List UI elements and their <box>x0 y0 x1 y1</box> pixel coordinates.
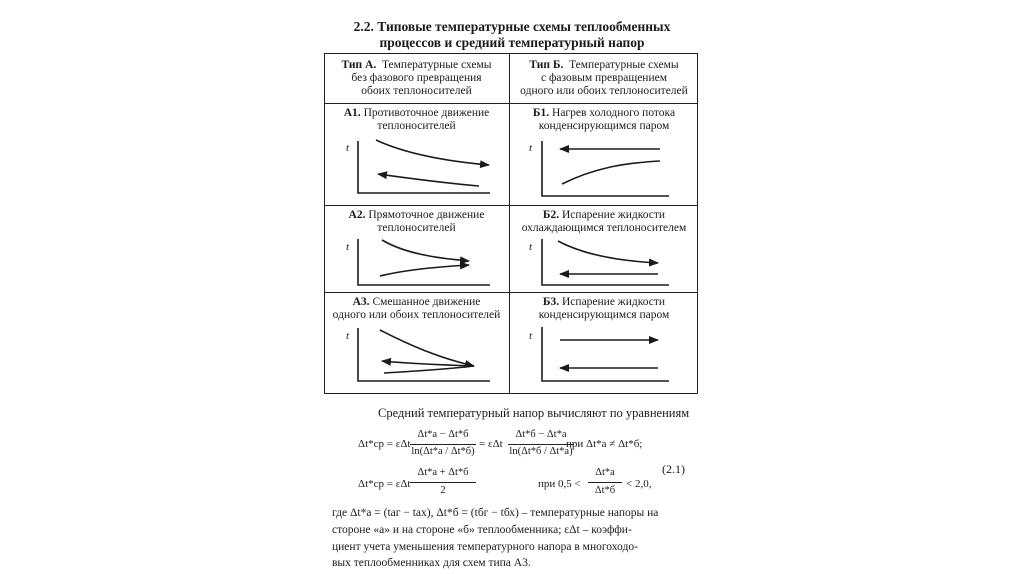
eq2-denominator: 2 <box>440 485 446 496</box>
fraction-bar <box>508 444 574 445</box>
diagram-a3 <box>346 328 490 381</box>
cell-a2-caption: А2. Прямоточное движение теплоносителей <box>348 209 485 234</box>
eq1-condition: при Δt*а ≠ Δt*б; <box>566 438 643 450</box>
fraction-bar <box>588 482 622 483</box>
eq2-cond-numerator: Δt*а <box>595 467 615 478</box>
axis-label-t: t <box>346 241 350 253</box>
cell-b1-caption: Б1. Нагрев холодного потока конденсирующимся паром <box>532 107 676 132</box>
explanation-line1: где Δt*а = (tаг − tах), Δt*б = (tбг − tбх) – температурные напоры на <box>332 507 659 519</box>
fraction-bar <box>410 482 476 483</box>
eq2-numerator: Δt*а + Δt*б <box>417 467 469 478</box>
eq1-numerator: Δt*а − Δt*б <box>417 429 469 440</box>
axis-label-t: t <box>529 241 533 253</box>
cell-a3-caption: А3. Смешанное движение одного или обоих теплоносителей <box>332 296 501 321</box>
eq2-condition-pre: при 0,5 < <box>538 478 581 490</box>
diagram-b3 <box>529 327 669 381</box>
explanation-line2: стороне «а» и на стороне «б» теплообменника; εΔt – коэффи- <box>332 524 632 536</box>
diagram-a2 <box>346 239 490 285</box>
temperature-diagrams <box>324 53 698 394</box>
eq1-middle: = εΔt <box>479 438 503 450</box>
eq2-condition-post: < 2,0, <box>626 478 652 490</box>
diagram-b1 <box>529 141 669 196</box>
eq2-lhs: Δt*ср = εΔt <box>358 478 411 490</box>
header-type-a: Тип А. Температурные схемы без фазового превращения обоих теплоносителей <box>341 59 492 97</box>
diagram-b2 <box>529 239 669 285</box>
header-type-b: Тип Б. Температурные схемы с фазовым превращением одного или обоих теплоносителей <box>520 59 688 97</box>
section-title-line1: 2.2. Типовые температурные схемы теплообменных <box>353 19 671 34</box>
explanation-line4: вых теплообменниках для схем типа А3. <box>332 557 531 569</box>
eq1-denominator: ln(Δt*а / Δt*б) <box>411 446 475 457</box>
axis-label-t: t <box>346 330 350 342</box>
eq1-lhs: Δt*ср = εΔt <box>358 438 411 450</box>
cell-a1-caption: А1. Противоточное движение теплоносителей <box>343 107 490 132</box>
cell-b2-caption: Б2. Испарение жидкости охлаждающимся теплоносителем <box>521 209 687 234</box>
fraction-bar <box>410 444 476 445</box>
eq2-cond-denominator: Δt*б <box>594 485 616 496</box>
equation-number: (2.1) <box>662 462 685 476</box>
axis-label-t: t <box>346 142 350 154</box>
eq1-denominator2: ln(Δt*б / Δt*а) <box>509 446 573 457</box>
intro-text: Средний температурный напор вычисляют по уравнениям <box>378 406 690 420</box>
diagram-a1 <box>346 140 490 193</box>
eq1-numerator2: Δt*б − Δt*а <box>515 429 567 440</box>
section-title-line2: процессов и средний температурный напор <box>379 35 645 50</box>
axis-label-t: t <box>529 330 533 342</box>
cell-b3-caption: Б3. Испарение жидкости конденсирующимся паром <box>538 296 670 321</box>
axis-label-t: t <box>529 142 533 154</box>
explanation-line3: циент учета уменьшения температурного напора в многоходо- <box>332 541 638 553</box>
